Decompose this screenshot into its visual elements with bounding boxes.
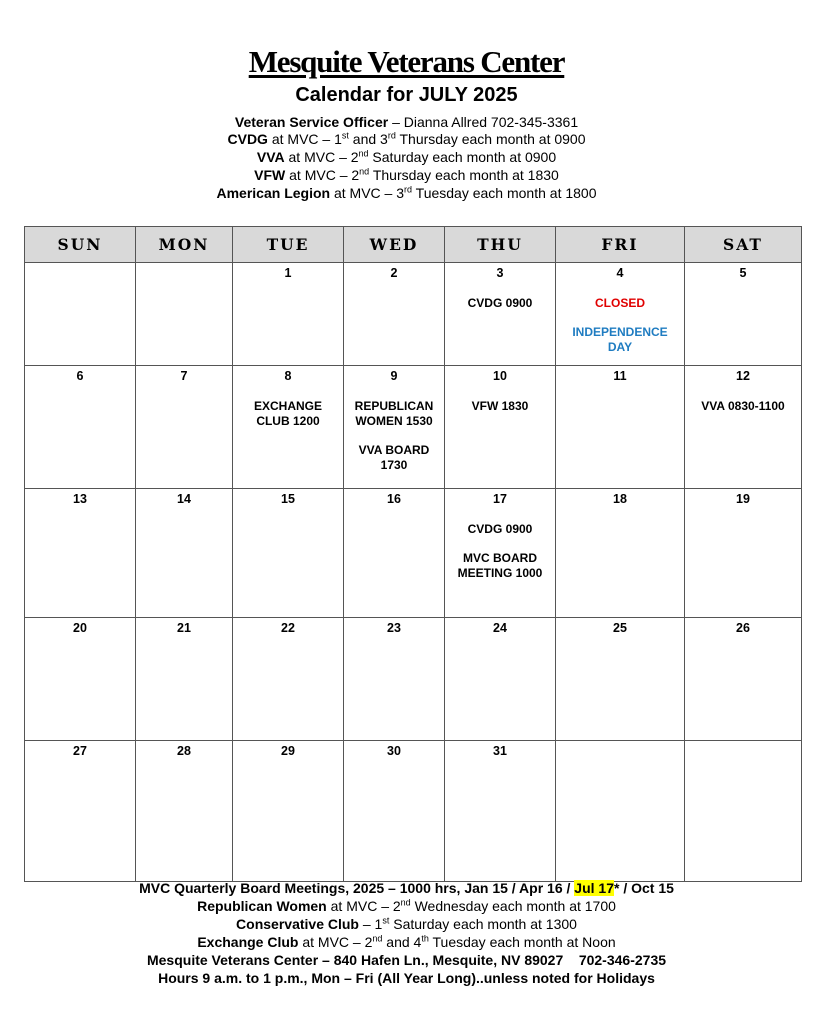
day-cell[interactable]: [556, 741, 685, 882]
day-number: 4: [616, 266, 624, 280]
day-cell[interactable]: [556, 618, 685, 741]
day-number: 7: [180, 369, 188, 383]
hours-line: [0, 969, 813, 987]
day-cell[interactable]: [136, 618, 233, 741]
week-row: [25, 618, 802, 741]
weekday-header: TUE: [233, 227, 344, 263]
day-number: 14: [177, 492, 191, 506]
day-cell[interactable]: [344, 489, 445, 618]
day-cell[interactable]: [556, 263, 685, 366]
day-number: 22: [281, 621, 295, 635]
highlighted-date: Jul 17: [574, 880, 614, 896]
calendar-subtitle: Calendar for JULY 2025: [295, 84, 518, 106]
conservative-club-line: [0, 915, 813, 933]
rw-text: at MVC – 2: [326, 898, 401, 914]
day-number: 11: [613, 369, 627, 383]
officer-label: Veteran Service Officer: [234, 114, 389, 130]
day-number: [136, 266, 232, 282]
calendar-event: CVDG 0900: [467, 296, 533, 310]
page-title: Mesquite Veterans Center: [248, 44, 565, 79]
ec-sup: nd: [372, 933, 383, 944]
day-cell[interactable]: [685, 741, 802, 882]
cc-sup: st: [382, 915, 390, 926]
day-cell[interactable]: [556, 489, 685, 618]
weekday-header: WED: [344, 227, 445, 263]
weekday-header-row: [25, 227, 802, 263]
day-number: 5: [739, 266, 747, 280]
day-cell[interactable]: [344, 366, 445, 489]
quarterly-text: MVC Quarterly Board Meetings, 2025 – 1000 hrs, Jan 15 / Apr 16 /: [139, 880, 575, 896]
cc-text: Saturday each month at 1300: [389, 916, 577, 932]
day-number: [556, 744, 684, 760]
cc-text: – 1: [358, 916, 383, 932]
rw-sup: nd: [400, 897, 411, 908]
weekday-header: SAT: [685, 227, 802, 263]
ec-text: Tuesday each month at Noon: [428, 934, 616, 950]
week-row: [25, 263, 802, 366]
vfw-sup: nd: [359, 166, 370, 177]
day-cell[interactable]: [136, 741, 233, 882]
day-cell[interactable]: [25, 741, 136, 882]
cvdg-sup: rd: [387, 130, 396, 141]
officer-value: – Dianna Allred 702-345-3361: [388, 114, 579, 130]
day-number: 19: [736, 492, 750, 506]
day-number: 9: [390, 369, 398, 383]
hours: Hours 9 a.m. to 1 p.m., Mon – Fri (All Year Long)..unless noted for Holidays: [158, 970, 655, 986]
weekday-header: SUN: [25, 227, 136, 263]
cvdg-sup: st: [341, 130, 349, 141]
week-row: [25, 741, 802, 882]
day-cell[interactable]: [233, 741, 344, 882]
day-cell[interactable]: [25, 489, 136, 618]
calendar-event: VVA BOARD 1730: [358, 443, 430, 472]
day-number: 26: [736, 621, 750, 635]
officer-line: [0, 114, 813, 131]
day-cell[interactable]: [445, 366, 556, 489]
calendar-grid: [24, 226, 802, 882]
vva-text: at MVC – 2: [284, 149, 359, 165]
day-cell[interactable]: [136, 366, 233, 489]
cc-label: Conservative Club: [236, 916, 359, 932]
day-cell[interactable]: [233, 489, 344, 618]
day-number: 2: [390, 266, 398, 280]
address: Mesquite Veterans Center – 840 Hafen Ln., Mesquite, NV 89027: [146, 952, 564, 968]
vfw-label: VFW: [254, 167, 286, 183]
day-number: 10: [493, 369, 507, 383]
ec-text: and 4: [382, 934, 422, 950]
day-number: 16: [387, 492, 401, 506]
day-number: 17: [493, 492, 507, 506]
day-number: 18: [613, 492, 627, 506]
vva-text: Saturday each month at 0900: [368, 149, 557, 165]
cvdg-label: CVDG: [227, 131, 268, 147]
calendar-event: VFW 1830: [471, 399, 529, 413]
cvdg-text: and 3: [348, 131, 388, 147]
cvdg-text: Thursday each month at 0900: [395, 131, 586, 147]
legion-sup: rd: [404, 184, 413, 195]
day-number: 25: [613, 621, 627, 635]
day-number: [25, 266, 135, 282]
calendar-event: CLOSED: [594, 296, 645, 310]
day-number: 3: [496, 266, 504, 280]
day-cell[interactable]: [685, 489, 802, 618]
legion-text: Tuesday each month at 1800: [412, 185, 597, 201]
ec-label: Exchange Club: [197, 934, 299, 950]
day-number: 31: [493, 744, 507, 758]
legion-text: at MVC – 3: [330, 185, 405, 201]
day-number: 27: [73, 744, 87, 758]
legion-label: American Legion: [216, 185, 331, 201]
vva-label: VVA: [256, 149, 285, 165]
cvdg-line: [0, 131, 813, 148]
day-cell[interactable]: [445, 741, 556, 882]
day-cell[interactable]: [344, 618, 445, 741]
day-cell[interactable]: [344, 263, 445, 366]
rw-text: Wednesday each month at 1700: [410, 898, 616, 914]
vfw-text: at MVC – 2: [285, 167, 360, 183]
exchange-club-line: [0, 933, 813, 951]
day-cell[interactable]: [445, 618, 556, 741]
vva-sup: nd: [358, 148, 369, 159]
vva-line: [0, 149, 813, 166]
day-number: 12: [736, 369, 750, 383]
day-number: 13: [73, 492, 87, 506]
week-row: [25, 366, 802, 489]
calendar-event: MVC BOARD MEETING 1000: [457, 551, 543, 580]
day-number: 21: [177, 621, 191, 635]
calendar-event: EXCHANGE CLUB 1200: [253, 399, 322, 428]
day-number: 28: [177, 744, 191, 758]
legion-line: [0, 185, 813, 202]
day-cell[interactable]: [25, 366, 136, 489]
day-number: 30: [387, 744, 401, 758]
day-number: 6: [76, 369, 84, 383]
ec-sup: th: [421, 933, 429, 944]
day-number: 29: [281, 744, 295, 758]
week-row: [25, 489, 802, 618]
address-line: [0, 951, 813, 969]
day-cell[interactable]: [685, 366, 802, 489]
republican-women-line: [0, 897, 813, 915]
vfw-line: [0, 167, 813, 184]
quarterly-meetings-line: [0, 879, 813, 897]
day-number: 1: [284, 266, 292, 280]
day-number: 15: [281, 492, 295, 506]
day-cell[interactable]: [233, 263, 344, 366]
phone-number: 702-346-2735: [578, 952, 667, 968]
vfw-text: Thursday each month at 1830: [369, 167, 559, 183]
calendar-event: CVDG 0900: [467, 522, 533, 536]
day-cell[interactable]: [136, 263, 233, 366]
calendar-body: [25, 263, 802, 882]
weekday-header: MON: [136, 227, 233, 263]
cvdg-text: at MVC – 1: [267, 131, 342, 147]
day-cell[interactable]: [25, 263, 136, 366]
day-cell[interactable]: [685, 263, 802, 366]
calendar-event: VVA 0830-1100: [701, 399, 785, 413]
weekday-header: THU: [445, 227, 556, 263]
day-cell[interactable]: [233, 618, 344, 741]
day-cell[interactable]: [445, 263, 556, 366]
day-cell[interactable]: [556, 366, 685, 489]
calendar-event: INDEPENDENCE DAY: [572, 325, 668, 354]
day-number: 20: [73, 621, 87, 635]
day-cell[interactable]: [233, 366, 344, 489]
day-cell[interactable]: [344, 741, 445, 882]
ec-text: at MVC – 2: [298, 934, 373, 950]
day-cell[interactable]: [445, 489, 556, 618]
day-number: [685, 744, 801, 760]
day-number: 24: [493, 621, 507, 635]
rw-label: Republican Women: [197, 898, 327, 914]
day-cell[interactable]: [136, 489, 233, 618]
day-number: 23: [387, 621, 401, 635]
weekday-header: FRI: [556, 227, 685, 263]
day-number: 8: [284, 369, 292, 383]
quarterly-text: * / Oct 15: [614, 880, 674, 896]
day-cell[interactable]: [25, 618, 136, 741]
calendar-event: REPUBLICAN WOMEN 1530: [354, 399, 434, 428]
day-cell[interactable]: [685, 618, 802, 741]
